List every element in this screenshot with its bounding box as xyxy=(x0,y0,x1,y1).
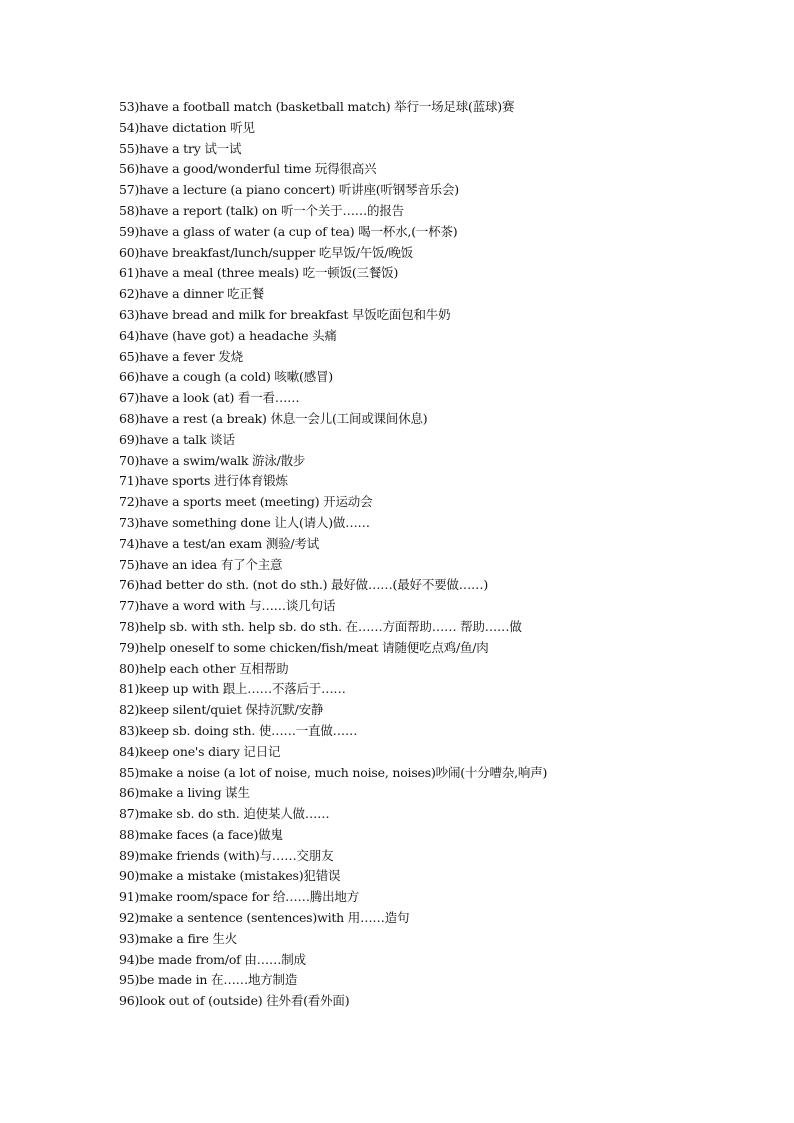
phrase-line: 77)have a word with 与……谈几句话 xyxy=(119,598,336,614)
phrase-line: 86)make a living 谋生 xyxy=(119,785,250,801)
phrase-line: 67)have a look (at) 看一看…… xyxy=(119,390,300,406)
phrase-line: 63)have bread and milk for breakfast 早饭吃面包和牛奶 xyxy=(119,306,451,322)
phrase-line: 87)make sb. do sth. 迫使某人做…… xyxy=(119,806,330,822)
phrase-line: 68)have a rest (a break) 休息一会儿(工间或课间休息) xyxy=(119,410,428,426)
phrase-line: 83)keep sb. doing sth. 使……一直做…… xyxy=(119,722,358,738)
phrase-line: 95)be made in 在……地方制造 xyxy=(119,972,298,988)
phrase-line: 90)make a mistake (mistakes)犯错误 xyxy=(119,868,341,884)
phrase-line: 74)have a test/an exam 测验/考试 xyxy=(119,535,320,551)
phrase-line: 53)have a football match (basketball match) 举行一场足球(蓝球)赛 xyxy=(119,99,515,114)
phrase-line: 70)have a swim/walk 游泳/散步 xyxy=(119,452,306,468)
phrase-line: 78)help sb. with sth. help sb. do sth. 在……方面帮助…… 帮助……做 xyxy=(119,618,522,634)
phrase-line: 96)look out of (outside) 往外看(看外面) xyxy=(119,993,350,1009)
phrase-line: 84)keep one's diary 记日记 xyxy=(119,743,281,759)
phrase-line: 92)make a sentence (sentences)with 用……造句 xyxy=(119,910,410,926)
phrase-line: 72)have a sports meet (meeting) 开运动会 xyxy=(119,494,373,510)
phrase-line: 71)have sports 进行体育锻炼 xyxy=(119,473,288,489)
phrase-line: 82)keep silent/quiet 保持沉默/安静 xyxy=(119,702,324,718)
phrase-line: 57)have a lecture (a piano concert) 听讲座(听钢琴音乐会) xyxy=(119,182,459,198)
phrase-line: 59)have a glass of water (a cup of tea) 喝一杯水,(一杯茶) xyxy=(119,223,458,239)
phrase-line: 81)keep up with 跟上……不落后于…… xyxy=(119,681,346,697)
phrase-line: 89)make friends (with)与……交朋友 xyxy=(119,847,334,863)
phrase-line: 64)have (have got) a headache 头痛 xyxy=(119,327,337,343)
phrase-line: 75)have an idea 有了个主意 xyxy=(119,556,283,572)
phrase-line: 93)make a fire 生火 xyxy=(119,930,238,946)
phrase-line: 88)make faces (a face)做鬼 xyxy=(119,826,283,842)
phrase-line: 73)have something done 让人(请人)做…… xyxy=(119,514,370,530)
phrase-line: 85)make a noise (a lot of noise, much noise, noises)吵闹(十分嘈杂,响声) xyxy=(119,764,548,780)
phrase-line: 91)make room/space for 给……腾出地方 xyxy=(119,889,359,905)
phrase-line: 55)have a try 试一试 xyxy=(119,140,242,156)
phrase-line: 76)had better do sth. (not do sth.) 最好做……(最好不要做……) xyxy=(119,577,489,593)
phrase-line: 56)have a good/wonderful time 玩得很高兴 xyxy=(119,161,377,177)
phrase-list xyxy=(119,97,547,1012)
phrase-line: 80)help each other 互相帮助 xyxy=(119,660,289,676)
phrase-line: 58)have a report (talk) on 听一个关于……的报告 xyxy=(119,202,404,218)
phrase-line: 61)have a meal (three meals) 吃一顿饭(三餐饭) xyxy=(119,265,399,281)
phrase-line: 62)have a dinner 吃正餐 xyxy=(119,286,265,302)
phrase-line: 65)have a fever 发烧 xyxy=(119,348,243,364)
phrase-line: 60)have breakfast/lunch/supper 吃早饭/午饭/晚饭 xyxy=(119,244,413,260)
phrase-line: 94)be made from/of 由……制成 xyxy=(119,951,306,967)
phrase-line: 54)have dictation 听见 xyxy=(119,119,255,135)
phrase-line: 69)have a talk 谈话 xyxy=(119,431,235,447)
phrase-line: 79)help oneself to some chicken/fish/meat 请随便吃点鸡/鱼/肉 xyxy=(119,639,489,655)
phrase-line: 66)have a cough (a cold) 咳嗽(感冒) xyxy=(119,369,333,385)
